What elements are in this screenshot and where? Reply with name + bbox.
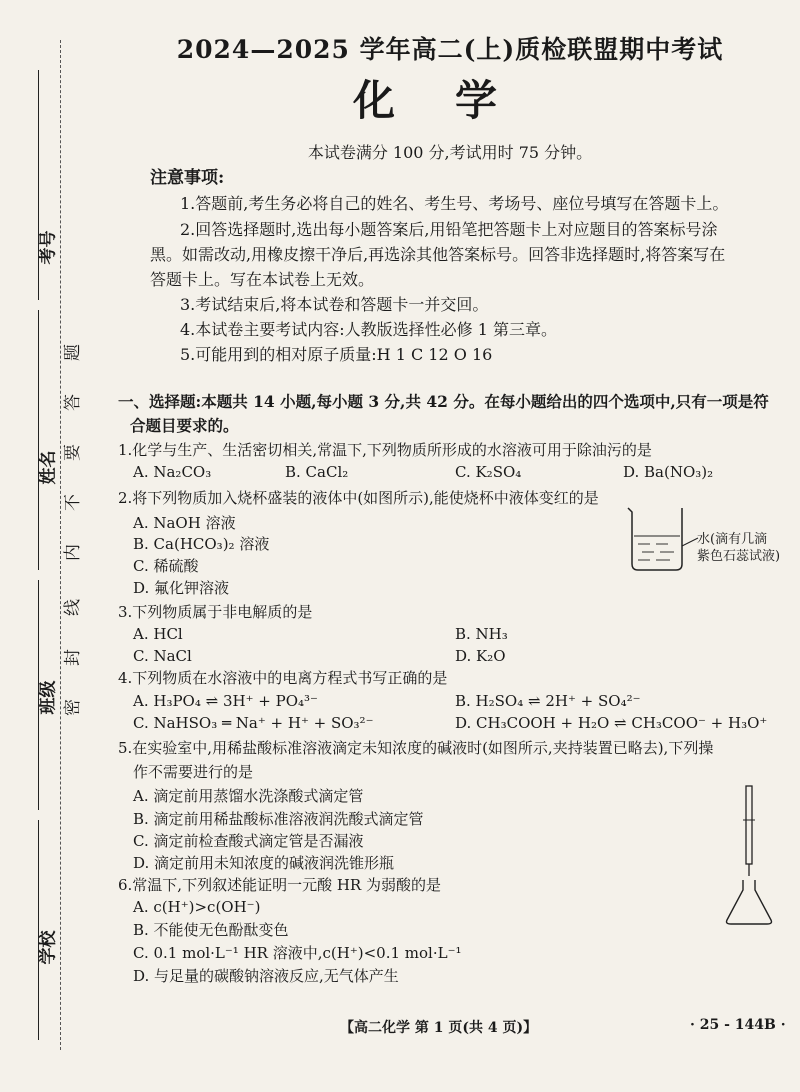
question-stem: 6.常温下,下列叙述能证明一元酸 HR 为弱酸的是 — [118, 876, 441, 894]
beaker-label — [697, 531, 780, 565]
note-line: 4.本试卷主要考试内容:人教版选择性必修 1 第三章。 — [180, 320, 558, 339]
option-d: D. 氟化钾溶液 — [133, 579, 230, 597]
option-a: A. HCl — [133, 625, 183, 643]
titration-diagram — [715, 780, 785, 930]
seal-char: 题 — [63, 344, 83, 361]
class-label: 班级 — [38, 680, 59, 715]
name-line — [38, 310, 39, 570]
exam-no-label: 考号 — [38, 230, 59, 265]
question-stem: 5.在实验室中,用稀盐酸标准溶液滴定未知浓度的碱液时(如图所示,夹持装置已略去),下列操 — [118, 739, 714, 757]
option-c: C. 稀硫酸 — [133, 557, 199, 575]
seal-char: 内 — [63, 544, 83, 561]
note-line: 1.答题前,考生务必将自己的姓名、考生号、考场号、座位号填写在答题卡上。 — [180, 194, 729, 213]
school-label: 学校 — [38, 930, 59, 965]
subject-title: 化学 — [352, 76, 557, 125]
question-stem: 2.将下列物质加入烧杯盛装的液体中(如图所示),能使烧杯中液体变红的是 — [118, 489, 599, 507]
seal-char: 密 — [63, 699, 83, 716]
page-footer: 【高二化学 第 1 页(共 4 页)】 — [340, 1020, 538, 1036]
question-stem-cont: 作不需要进行的是 — [133, 763, 254, 781]
option-d: D. Ba(NO₃)₂ — [623, 463, 714, 481]
section-heading: 一、选择题:本题共 14 小题,每小题 3 分,共 42 分。在每小题给出的四个选项中,只有一项是符 — [118, 392, 769, 411]
option-c: C. 滴定前检查酸式滴定管是否漏液 — [133, 832, 364, 850]
option-a: A. 滴定前用蒸馏水洗涤酸式滴定管 — [133, 787, 364, 805]
option-d: D. 与足量的碳酸钠溶液反应,无气体产生 — [133, 967, 399, 985]
beaker-label-line: 紫色石蕊试液) — [697, 549, 781, 564]
option-c: C. NaHSO₃ ═ Na⁺ + H⁺ + SO₃²⁻ — [133, 714, 374, 732]
exam-info: 本试卷满分 100 分,考试用时 75 分钟。 — [307, 143, 593, 162]
section-heading-cont: 合题目要求的。 — [130, 416, 239, 435]
option-c: C. NaCl — [133, 647, 192, 665]
option-a: A. NaOH 溶液 — [133, 514, 236, 532]
option-c: C. K₂SO₄ — [455, 463, 522, 481]
seal-char: 不 — [63, 494, 83, 511]
seal-char: 答 — [63, 394, 83, 411]
option-b: B. 滴定前用稀盐酸标准溶液润洗酸式滴定管 — [133, 810, 424, 828]
option-d: D. 滴定前用未知浓度的碱液润洗锥形瓶 — [133, 854, 395, 872]
option-b: B. NH₃ — [455, 625, 508, 643]
option-d: D. K₂O — [455, 647, 506, 665]
note-line: 5.可能用到的相对原子质量:H 1 C 12 O 16 — [180, 345, 493, 364]
option-b: B. CaCl₂ — [285, 463, 349, 481]
option-c: C. 0.1 mol·L⁻¹ HR 溶液中,c(H⁺)<0.1 mol·L⁻¹ — [133, 944, 462, 962]
binding-margin — [0, 0, 100, 1092]
option-b: B. Ca(HCO₃)₂ 溶液 — [133, 535, 270, 553]
question-stem: 4.下列物质在水溶液中的电离方程式书写正确的是 — [118, 669, 448, 687]
note-line: 2.回答选择题时,选出每小题答案后,用铅笔把答题卡上对应题目的答案标号涂 — [180, 220, 718, 239]
note-line: 黑。如需改动,用橡皮擦干净后,再选涂其他答案标号。回答非选择题时,将答案写在 — [150, 245, 726, 264]
option-a: A. c(H⁺)>c(OH⁻) — [133, 898, 261, 916]
beaker-label-line: 水(滴有几滴 — [697, 532, 768, 547]
exam-code: · 25 - 144B · — [690, 1017, 786, 1033]
option-a: A. H₃PO₄ ⇌ 3H⁺ + PO₄³⁻ — [133, 692, 318, 710]
seal-char: 线 — [63, 599, 83, 616]
option-d: D. CH₃COOH + H₂O ⇌ CH₃COO⁻ + H₃O⁺ — [455, 714, 768, 732]
option-a: A. Na₂CO₃ — [133, 463, 212, 481]
question-stem: 1.化学与生产、生活密切相关,常温下,下列物质所形成的水溶液可用于除油污的是 — [118, 441, 652, 459]
option-b: B. H₂SO₄ ⇌ 2H⁺ + SO₄²⁻ — [455, 692, 641, 710]
question-stem: 3.下列物质属于非电解质的是 — [118, 603, 313, 621]
seal-char: 封 — [63, 649, 83, 666]
name-label: 姓名 — [38, 450, 59, 485]
note-line: 3.考试结束后,将本试卷和答题卡一并交回。 — [180, 295, 489, 314]
notes-heading: 注意事项: — [150, 168, 225, 188]
beaker-diagram — [620, 502, 700, 574]
exam-title: 2024—2025 学年高二(上)质检联盟期中考试 — [176, 35, 724, 64]
note-line: 答题卡上。写在本试卷上无效。 — [150, 270, 375, 289]
option-b: B. 不能使无色酚酞变色 — [133, 921, 289, 939]
seal-char: 要 — [63, 444, 83, 461]
